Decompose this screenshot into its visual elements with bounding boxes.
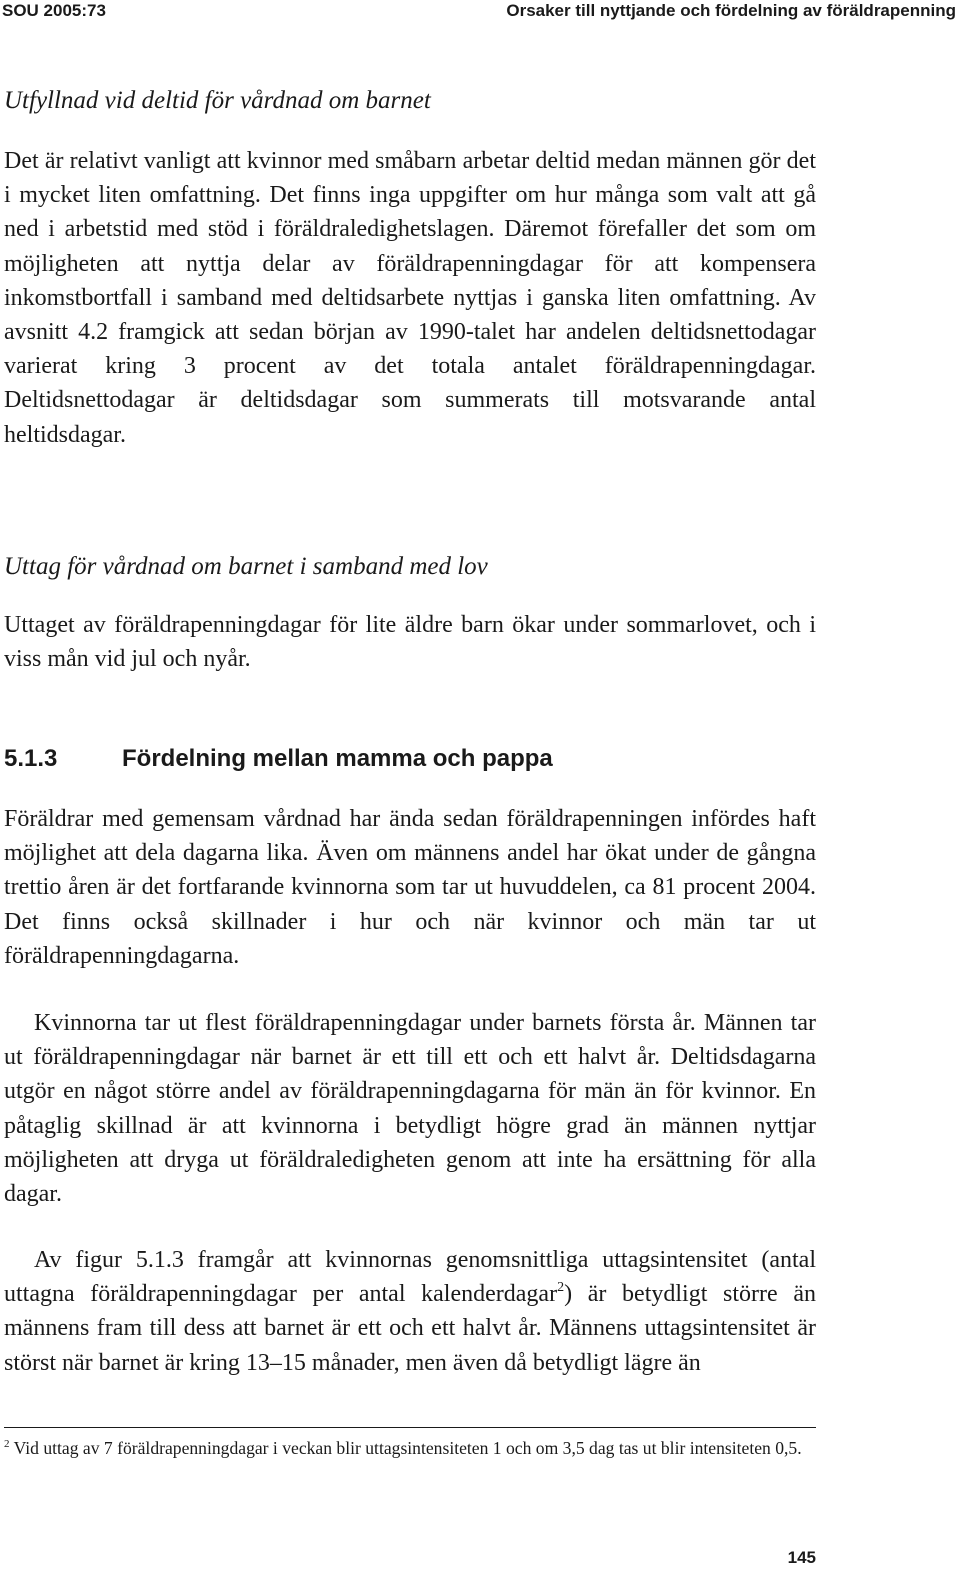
subheading-part-time: Utfyllnad vid deltid för vårdnad om barnet (4, 87, 431, 114)
paragraph-distribution-3 (4, 1243, 816, 1380)
section-title: Fördelning mellan mamma och pappa (122, 745, 553, 772)
chapter-title: Orsaker till nyttjande och fördelning av föräldrapenning (506, 1, 956, 20)
footnote-reference[interactable]: 2 (557, 1280, 565, 1296)
subheading-holiday: Uttag för vårdnad om barnet i samband med lov (4, 553, 488, 580)
footnote-text: Vid uttag av 7 föräldrapenningdagar i veckan blir uttagsintensiteten 1 och om 3,5 dag tas ut blir intensiteten 0,5. (13, 1438, 802, 1458)
paragraph-distribution-2: Kvinnorna tar ut flest föräldrapenningdagar under barnets första år. Männen tar ut föräldrapenningdagar när barnet är ett till ett och ett halvt år. Deltidsdagarna utgör en något större andel av föräldrapenningdagarna för män än för kvinnor. En påtaglig skillnad är att kvinnorna i betydligt högre grad än männen nyttjar möjligheten att dryga ut föräldraledigheten genom att inte ha ersättning för alla dagar. (4, 1010, 816, 1208)
report-id: SOU 2005:73 (2, 1, 106, 20)
p3-text-start: Av figur 5.1.3 framgår att kvinnornas genomsnittliga uttagsintensitet (antal uttagna föräldrapenningdagar per antal kalenderdagar (4, 1247, 816, 1308)
running-header (0, 0, 960, 26)
section-number: 5.1.3 (4, 745, 58, 772)
paragraph-part-time: Det är relativt vanligt att kvinnor med småbarn arbetar deltid medan männen gör det i mycket liten omfattning. Det finns inga uppgifter om hur många som valt att gå ned i arbetstid med stöd i föräldraledighetslagen. Däremot förefaller det som om möjligheten att nyttja delar av föräldrapenningdagar för att kompensera inkomstbortfall i samband med deltidsarbete nyttjas i ganska liten omfattning. Av avsnitt 4.2 framgick att sedan början av 1990-talet har andelen deltidsnettodagar varierat kring 3 procent av det totala antalet föräldrapenningdagar. Deltidsnettodagar är deltidsdagar som summerats till motsvarande antal heltidsdagar. (4, 148, 816, 448)
page-number: 145 (787, 1548, 816, 1567)
paragraph-holiday: Uttaget av föräldrapenningdagar för lite äldre barn ökar under sommarlovet, och i viss mån vid jul och nyår. (4, 612, 816, 673)
paragraph-distribution-1: Föräldrar med gemensam vårdnad har ända sedan föräldrapenningen infördes haft möjlighet att dela dagarna lika. Även om männens andel har ökat under de gångna trettio åren är det fortfarande kvinnorna som tar ut huvuddelen, ca 81 procent 2004. Det finns också skillnader i hur och när kvinnor och män tar ut föräldrapenningdagarna. (4, 806, 816, 969)
p3-text-end: ) är betydligt större än männens fram till dess att barnet är ett och ett halvt år. Männens uttagsintensitet är störst när barnet är kring 13–15 månader, men även då betydligt lägre än (4, 1281, 816, 1376)
footnote-divider (4, 1427, 816, 1428)
section-heading (4, 742, 553, 776)
footnote-marker: 2 (4, 1438, 10, 1450)
footnote (4, 1436, 816, 1460)
